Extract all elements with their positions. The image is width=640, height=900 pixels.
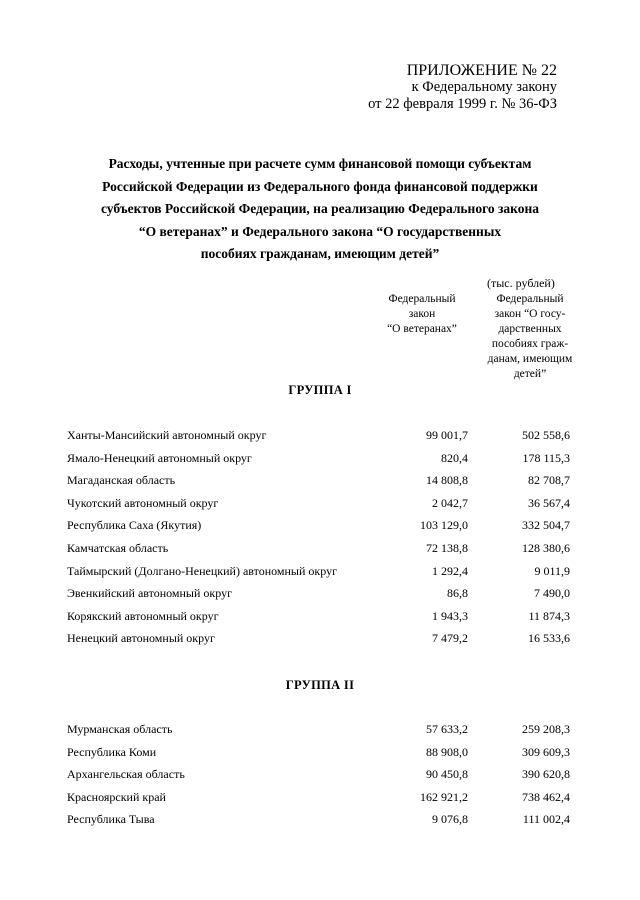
table-row (0, 631, 640, 653)
title-line: субъектов Российской Федерации, на реализацию Федерального закона (100, 201, 540, 216)
veterans-amount: 820,4 (441, 450, 468, 465)
appendix-number: ПРИЛОЖЕНИЕ № 22 (406, 62, 557, 79)
region-name: Корякский автономный округ (67, 608, 219, 623)
table-row (0, 609, 640, 631)
table-row (0, 496, 640, 518)
veterans-amount: 1 943,3 (432, 608, 468, 623)
child-benefits-amount: 178 115,3 (522, 450, 570, 465)
region-name: Ханты-Мансийский автономный округ (67, 428, 267, 442)
veterans-amount: 103 129,0 (420, 518, 468, 533)
region-name: Республика Саха (Якутия) (67, 518, 202, 533)
region-name: Мурманская область (67, 722, 173, 736)
child-benefits-amount: 7 490,0 (534, 586, 570, 601)
region-name: Ямало-Ненецкий автономный округ (67, 450, 252, 465)
child-benefits-amount: 332 504,7 (522, 518, 570, 533)
region-name: Красноярский край (67, 789, 166, 804)
child-benefits-amount: 128 380,6 (522, 541, 570, 555)
region-name: Республика Тыва (67, 812, 155, 827)
child-benefits-amount: 502 558,6 (522, 428, 570, 442)
child-benefits-amount: 82 708,7 (528, 473, 570, 488)
table-row (0, 473, 640, 495)
table-row (0, 812, 640, 834)
veterans-amount: 2 042,7 (432, 495, 468, 510)
column-header-line: Федеральный (496, 293, 564, 305)
group-heading: ГРУППА II (285, 678, 355, 692)
column-header-veterans (380, 292, 464, 337)
group-heading: ГРУППА I (288, 383, 352, 397)
child-benefits-amount: 259 208,3 (522, 722, 570, 736)
veterans-amount: 86,8 (447, 586, 468, 601)
column-header-line: пособиях граж- (491, 338, 569, 350)
veterans-amount: 7 479,2 (432, 631, 468, 646)
veterans-amount: 72 138,8 (426, 541, 468, 555)
appendix-law-date: от 22 февраля 1999 г. № 36-ФЗ (368, 96, 557, 112)
title-line: “О ветеранах” и Федерального закона “О государственных (138, 223, 502, 239)
child-benefits-amount: 738 462,4 (522, 789, 570, 804)
title-line: Расходы, учтенные при расчете сумм финансовой помощи субъектам (108, 156, 532, 171)
child-benefits-amount: 309 609,3 (522, 744, 570, 759)
appendix-header (368, 62, 557, 113)
veterans-amount: 9 076,8 (432, 812, 468, 827)
region-name: Эвенкийский автономный округ (67, 586, 233, 601)
veterans-amount: 162 921,2 (420, 789, 468, 804)
child-benefits-amount: 16 533,6 (528, 631, 570, 646)
child-benefits-amount: 390 620,8 (522, 767, 570, 782)
table-row (0, 564, 640, 586)
column-header-line: закон (408, 308, 436, 320)
column-header-child-benefits (486, 292, 574, 382)
table-row (0, 428, 640, 450)
table-row (0, 790, 640, 812)
veterans-amount: 99 001,7 (426, 428, 468, 442)
veterans-amount: 88 908,0 (426, 744, 468, 759)
table-row (0, 541, 640, 563)
title-line: Российской Федерации из Федерального фонда финансовой поддержки (102, 178, 538, 194)
child-benefits-amount: 36 567,4 (528, 495, 570, 510)
region-name: Архангельская область (67, 767, 185, 782)
table-row (0, 451, 640, 473)
region-name: Республика Коми (67, 744, 157, 759)
unit-label: (тыс. рублей) (487, 276, 555, 290)
veterans-amount: 57 633,2 (426, 722, 468, 736)
column-header-line: дарственных (498, 323, 562, 335)
column-header-line: Федеральный (388, 293, 456, 305)
appendix-law-ref: к Федеральному закону (411, 79, 557, 95)
child-benefits-amount: 9 011,9 (534, 563, 570, 578)
region-name: Ненецкий автономный округ (67, 631, 215, 646)
column-header-line: закон “О госу- (494, 308, 566, 320)
region-name: Чукотский автономный округ (67, 495, 219, 510)
child-benefits-amount: 11 874,3 (528, 608, 570, 623)
region-name: Таймырский (Долгано-Ненецкий) автономный округ (67, 563, 338, 578)
region-name: Камчатская область (67, 541, 169, 555)
column-header-line: “О ветеранах” (387, 323, 457, 335)
table-row (0, 518, 640, 540)
table-row (0, 745, 640, 767)
region-name: Магаданская область (67, 473, 176, 488)
title-line: пособиях гражданам, имеющим детей” (200, 246, 440, 261)
veterans-amount: 14 808,8 (426, 473, 468, 488)
veterans-amount: 1 292,4 (432, 563, 468, 578)
table-row (0, 586, 640, 608)
column-header-line: данам, имеющим (487, 353, 573, 365)
column-header-line: детей” (513, 368, 547, 380)
table-row (0, 722, 640, 744)
child-benefits-amount: 111 002,4 (522, 812, 570, 827)
document-title (58, 153, 582, 266)
table-row (0, 767, 640, 789)
veterans-amount: 90 450,8 (426, 767, 468, 782)
